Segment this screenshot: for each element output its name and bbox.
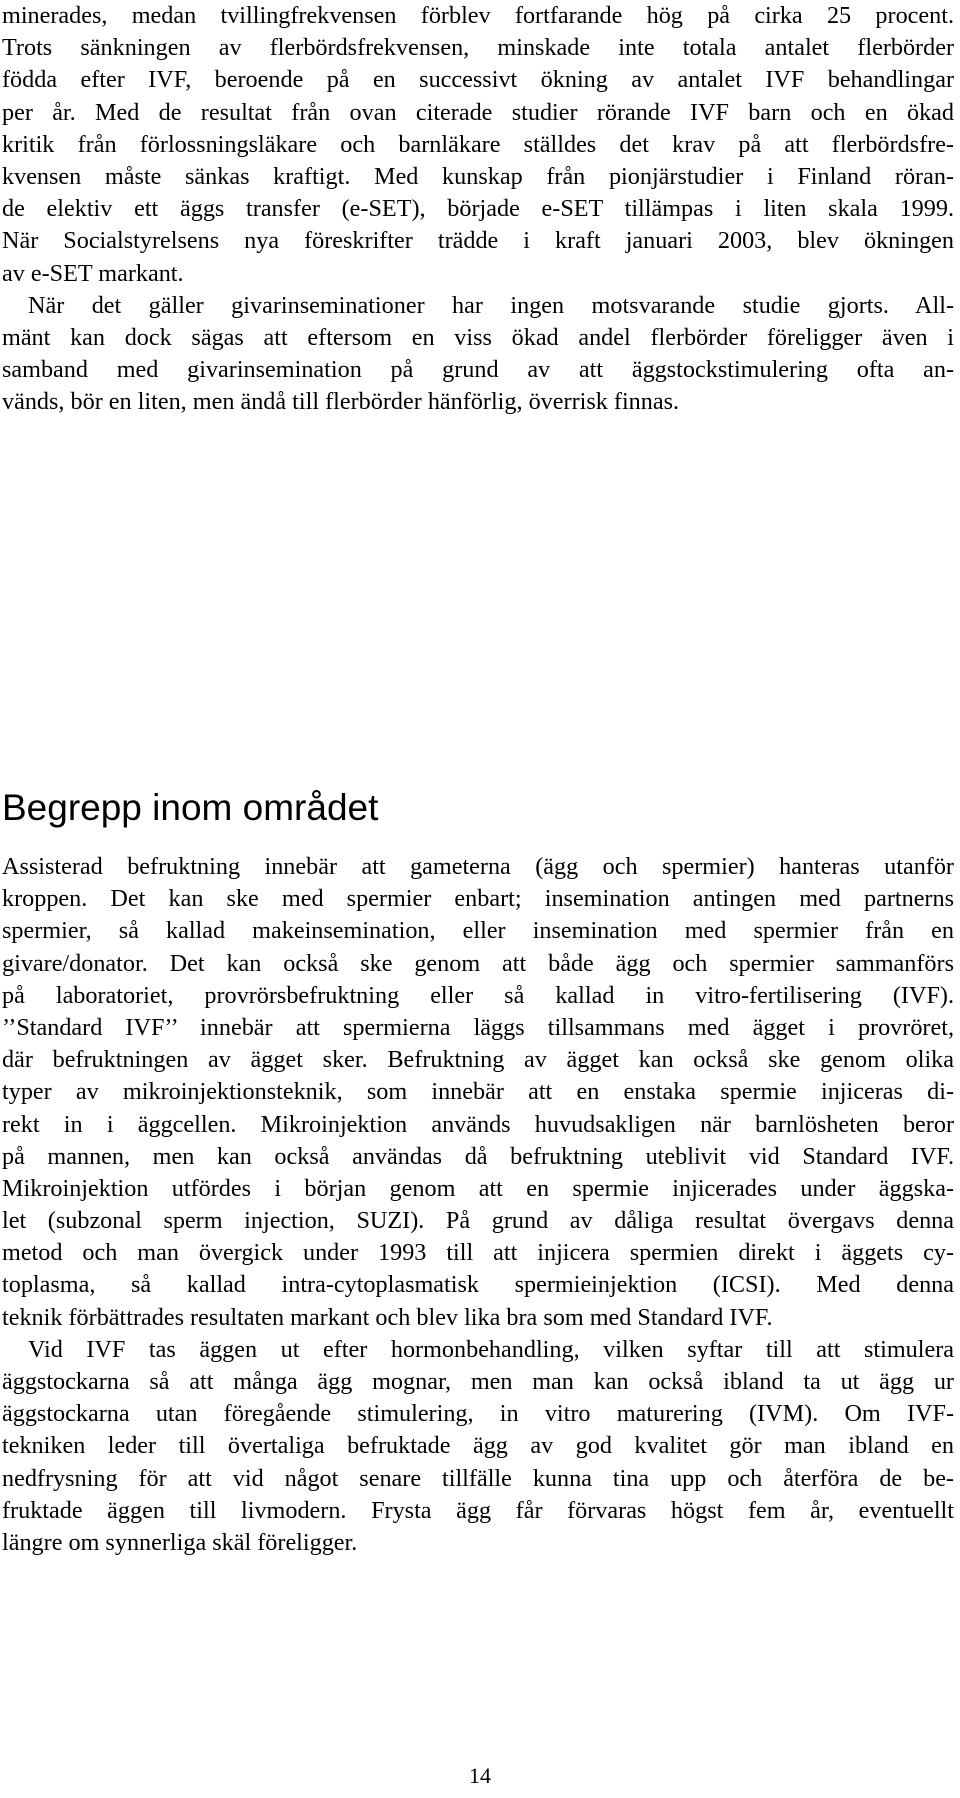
text-line: av e-SET markant.	[2, 259, 184, 287]
text-line: längre om synnerliga skäl föreligger.	[2, 1528, 358, 1556]
text-line: När det gäller givarinseminationer har ingen motsvarande studie gjorts. All-	[28, 291, 954, 319]
text-line: teknik förbättrades resultaten markant och blev lika bra som med Standard IVF.	[2, 1303, 773, 1331]
text-line: mänt kan dock sägas att eftersom en viss ökad andel flerbörder föreligger även i	[2, 323, 954, 351]
text-line: typer av mikroinjektionsteknik, som innebär att en enstaka spermie injiceras di-	[2, 1078, 954, 1106]
text-line: let (subzonal sperm injection, SUZI). På grund av dåliga resultat övergavs denna	[2, 1207, 954, 1235]
text-line: Vid IVF tas äggen ut efter hormonbehandling, vilken syftar till att stimulera	[28, 1335, 954, 1363]
text-line: de elektiv ett äggs transfer (e-SET), började e-SET tillämpas i liten skala 1999.	[2, 195, 954, 223]
text-line: givare/donator. Det kan också ske genom att både ägg och spermier sammanförs	[2, 949, 954, 977]
body-text-top	[2, 0, 954, 418]
text-line: äggstockarna så att många ägg mognar, men man kan också ibland ta ut ägg ur	[2, 1368, 954, 1395]
text-line: kroppen. Det kan ske med spermier enbart; insemination antingen med partnerns	[2, 885, 954, 913]
text-line: spermier, så kallad makeinsemination, eller insemination med spermier från en	[2, 917, 954, 945]
text-line: nedfrysning för att vid något senare tillfälle kunna tina upp och återföra de be-	[2, 1464, 954, 1492]
text-line: fruktade äggen till livmodern. Frysta ägg får förvaras högst fem år, eventuellt	[2, 1496, 954, 1524]
text-line: på mannen, men kan också användas då befruktning uteblivit vid Standard IVF.	[2, 1142, 954, 1170]
section-heading: Begrepp inom området	[2, 787, 379, 828]
text-line: toplasma, så kallad intra-cytoplasmatisk spermieinjektion (ICSI). Med denna	[2, 1271, 954, 1299]
text-line: på laboratoriet, provrörsbefruktning eller så kallad in vitro-fertilisering (IVF).	[2, 981, 954, 1009]
text-line: metod och man övergick under 1993 till att injicera spermien direkt i äggets cy-	[2, 1239, 954, 1267]
text-line: ’’Standard IVF’’ innebär att spermierna läggs tillsammans med ägget i provröret,	[2, 1013, 954, 1041]
text-line: När Socialstyrelsens nya föreskrifter trädde i kraft januari 2003, blev ökningen	[2, 227, 954, 255]
text-line: kvensen måste sänkas kraftigt. Med kunskap från pionjärstudier i Finland röran-	[2, 162, 954, 190]
paragraph-ivf-procedure	[2, 1334, 954, 1559]
paragraph-insemination	[2, 290, 954, 419]
text-line: födda efter IVF, beroende på en successivt ökning av antalet IVF behandlingar	[2, 66, 954, 94]
paragraph-ivf-set	[2, 0, 954, 290]
text-line: tekniken leder till övertaliga befruktade ägg av god kvalitet gör man ibland en	[2, 1432, 954, 1460]
text-line: vänds, bör en liten, men ändå till flerbörder hänförlig, överrisk finnas.	[2, 388, 680, 416]
paragraph-assisted-fertilization	[2, 851, 954, 1334]
text-line: Trots sänkningen av flerbördsfrekvensen, minskade inte totala antalet flerbörder	[2, 34, 954, 62]
text-line: minerades, medan tvillingfrekvensen förblev fortfarande hög på cirka 25 procent.	[2, 2, 954, 29]
text-line: rekt in i äggcellen. Mikroinjektion används huvudsakligen när barnlösheten beror	[2, 1110, 954, 1138]
page-number: 14	[469, 1763, 491, 1788]
text-line: äggstockarna utan föregående stimulering, in vitro maturering (IVM). Om IVF-	[2, 1400, 954, 1428]
text-line: Mikroinjektion utfördes i början genom att en spermie injicerades under äggska-	[2, 1174, 954, 1202]
text-line: per år. Med de resultat från ovan citerade studier rörande IVF barn och en ökad	[2, 98, 954, 126]
section-body	[2, 851, 954, 1559]
text-line: Assisterad befruktning innebär att gameterna (ägg och spermier) hanteras utanför	[2, 853, 954, 880]
text-line: samband med givarinsemination på grund av att äggstockstimulering ofta an-	[2, 356, 954, 384]
text-line: där befruktningen av ägget sker. Befruktning av ägget kan också ske genom olika	[2, 1046, 954, 1074]
text-line: kritik från förlossningsläkare och barnläkare ställdes det krav på att flerbördsfre-	[2, 130, 954, 158]
